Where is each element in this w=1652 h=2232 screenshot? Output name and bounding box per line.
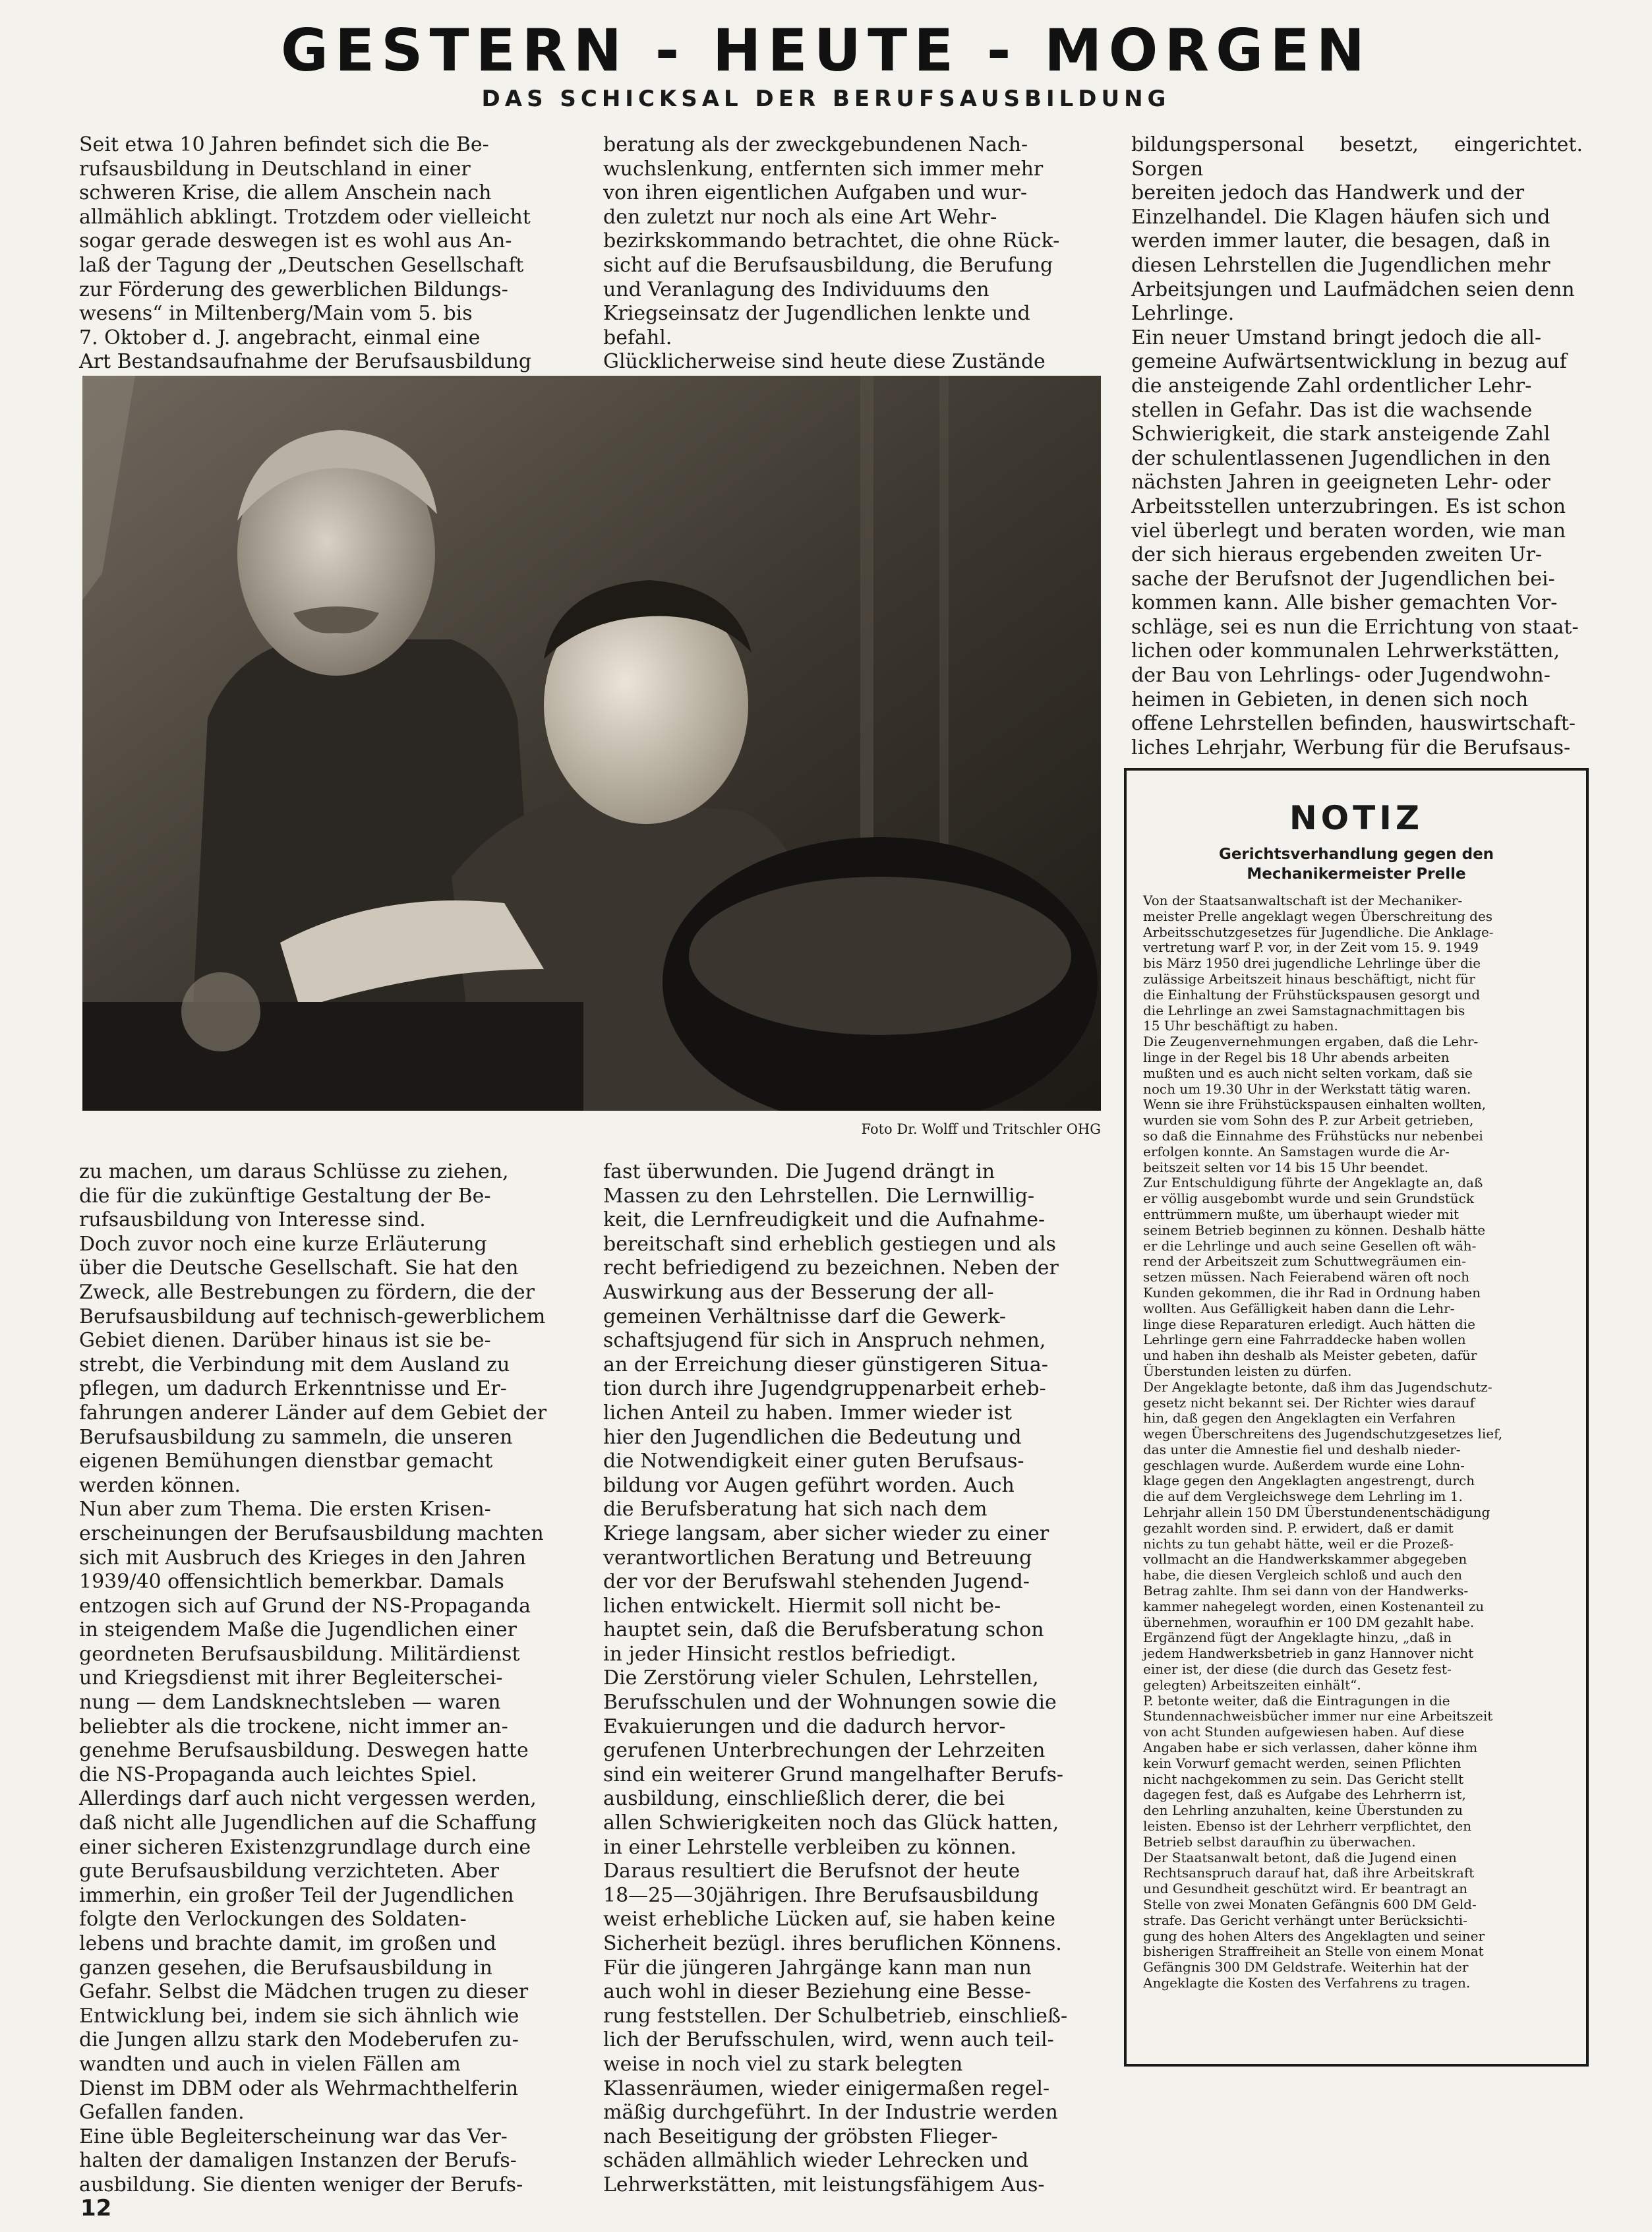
notiz-box — [1124, 768, 1589, 2067]
article-photo — [82, 376, 1101, 1111]
article-column-2-bottom — [603, 1160, 1102, 2198]
notiz-text: Von der Staatsanwaltschaft ist der Mechaniker- meister Prelle angeklagt wegen Überschreitung des Arbeitsschutzgesetzes für Jugendliche. Die Anklage- vertretung warf P. vor, in der Zeit vom 15. 9. 1949 bis März 1950 drei jugendliche Lehrlinge über die zulässige Arbeitszeit hinaus beschäftigt, nicht für die Einhaltung der Frühstückspausen gesorgt und die Lehrlinge an zwei Samstagnachmittagen bis 15 Uhr beschäftigt zu haben. Die Zeugenvernehmungen ergaben, daß die Lehr- linge in der Regel bis 18 Uhr abends arbeiten mußten und es auch nicht selten vorkam, daß sie noch um 19.30 Uhr in der Werkstatt tätig waren. Wenn sie ihre Frühstückspausen einhalten wollten, wurden sie vom Sohn des P. zur Arbeit getrieben, so daß die Einnahme des Frühstücks nur nebenbei erfolgen konnte. An Samstagen wurde die Ar- beitszeit selten vor 14 bis 15 Uhr beendet. Zur Entschuldigung führte der Angeklagte an, daß er völlig ausgebombt wurde und sein Grundstück enttrümmern mußte, um überhaupt wieder mit seinem Betrieb beginnen zu können. Deshalb hätte er die Lehrlinge und auch seine Gesellen oft wäh- rend der Arbeitszeit zum Schuttwegräumen ein- setzen müssen. Nach Feierabend wären oft noch Kunden gekommen, die ihr Rad in Ordnung haben wollten. Aus Gefälligkeit haben dann die Lehr- linge diese Reparaturen erledigt. Auch hätten die Lehrlinge gern eine Fahrraddecke haben wollen und haben ihn deshalb als Meister gebeten, dafür Überstunden leisten zu dürfen. Der Angeklagte betonte, daß ihm das Jugendschutz- gesetz nicht bekannt sei. Der Richter wies darauf hin, daß gegen den Angeklagten ein Verfahren wegen Überschreitens des Jugendschutzgesetzes lief, das unter die Amnestie fiel und deshalb nieder- geschlagen wurde. Außerdem wurde eine Lohn- klage gegen den Angeklagten angestrengt, durch die auf dem Vergleichswege dem Lehrling im 1. Lehrjahr allein 150 DM Überstundenentschädigung gezahlt worden sind. P. erwidert, daß er damit nichts zu tun gehabt hätte, weil er die Prozeß- vollmacht an die Handwerkskammer abgegeben habe, die diesen Vergleich schloß und auch den Betrag zahlte. Ihm sei dann von der Handwerks- kammer nahegelegt worden, einen Kostenanteil zu übernehmen, woraufhin er 100 DM gezahlt habe. Ergänzend fügt der Angeklagte hinzu, „daß in jedem Handwerksbetrieb in ganz Hannover nicht einer ist, der diese (die durch das Gesetz fest- gelegten) Arbeitszeiten einhält“. P. betonte weiter, daß die Eintragungen in die Stundennachweisbücher immer nur eine Arbeitszeit von acht Stunden aufgewiesen haben. Auf diese Angaben habe er sich verlassen, daher könne ihm kein Vorwurf gemacht werden, seinen Pflichten nicht nachgekommen zu sein. Das Gericht stellt dagegen fest, daß es Aufgabe des Lehrherrn ist, den Lehrling anzuhalten, keine Überstunden zu leisten. Ebenso ist der Lehrherr verpflichtet, den Betrieb selbst daraufhin zu überwachen. Der Staatsanwalt betont, daß die Jugend einen Rechtsanspruch darauf hat, daß ihre Arbeitskraft und Gesundheit geschützt wird. Er beantragt an Stelle von zwei Monaten Gefängnis 600 DM Geld- strafe. Das Gericht verhängt unter Berücksichti- gung des hohen Alters des Angeklagten und seiner bisherigen Straffreiheit an Stelle von einem Monat Gefängnis 300 DM Geldstrafe. Weiterhin hat der Angeklagte die Kosten des Verfahrens zu tragen. — [1143, 893, 1503, 1991]
notiz-body — [1143, 893, 1575, 1991]
article-text: zu machen, um daraus Schlüsse zu ziehen, die für die zukünftige Gestaltung der Be- rufsausbildung von Interesse sind. Doch zuvor noch eine kurze Erläuterung über die Deutsche Gesellschaft. Sie hat den Zweck, alle Bestrebungen zu fördern, die der Berufsausbildung auf technisch-gewerblichem Gebiet dienen. Darüber hinaus ist sie be- strebt, die Verbindung mit dem Ausland zu pflegen, um dadurch Erkenntnisse und Er- fahrungen anderer Länder auf dem Gebiet der Berufsausbildung zu sammeln, die unseren eigenen Bemühungen dienstbar gemacht werden können. Nun aber zum Thema. Die ersten Krisen- erscheinungen der Berufsausbildung machten sich mit Ausbruch des Krieges in den Jahren 1939/40 offensichtlich bemerkbar. Damals entzogen sich auf Grund der NS-Propaganda in steigendem Maße die Jugendlichen einer geordneten Berufsausbildung. Militärdienst und Kriegsdienst mit ihrer Begleiterschei- nung — dem Landsknechtsleben — waren beliebter als die trockene, nicht immer an- genehme Berufsausbildung. Deswegen hatte die NS-Propaganda auch leichtes Spiel. Allerdings darf auch nicht vergessen werden, daß nicht alle Jugendlichen auf die Schaffung einer sicheren Existenzgrundlage durch eine gute Berufsausbildung verzichteten. Aber immerhin, ein großer Teil der Jugendlichen folgte den Verlockungen des Soldaten- lebens und brachte damit, im großen und ganzen gesehen, die Berufsausbildung in Gefahr. Selbst die Mädchen trugen zu dieser Entwicklung bei, indem sie sich ähnlich wie die Jungen allzu stark den Modeberufen zu- wandten und auch in vielen Fällen am Dienst im DBM oder als Wehrmachthelferin Gefallen fanden. Eine üble Begleiterscheinung war das Ver- halten der damaligen Instanzen der Berufs- ausbildung. Sie dienten weniger der Berufs- — [79, 1160, 547, 2196]
page-number: 12 — [80, 2195, 112, 2221]
article-text: fast überwunden. Die Jugend drängt in Massen zu den Lehrstellen. Die Lernwillig- keit, die Lernfreudigkeit und die Aufnahme- bereitschaft sind erheblich gestiegen und als recht befriedigend zu bezeichnen. Neben der Auswirkung aus der Besserung der all- gemeinen Verhältnisse darf die Gewerk- schaftsjugend für sich in Anspruch nehmen, an der Erreichung dieser günstigeren Situa- tion durch ihre Jugendgruppenarbeit erheb- lichen Anteil zu haben. Immer wieder ist hier den Jugendlichen die Bedeutung und die Notwendigkeit einer guten Berufsaus- bildung vor Augen geführt worden. Auch die Berufsberatung hat sich nach dem Kriege langsam, aber sicher wieder zu einer verantwortlichen Beratung und Betreuung der vor der Berufswahl stehenden Jugend- lichen entwickelt. Hiermit soll nicht be- hauptet sein, daß die Berufsberatung schon in jeder Hinsicht restlos befriedigt. Die Zerstörung vieler Schulen, Lehrstellen, Berufsschulen und der Wohnungen sowie die Evakuierungen und die dadurch hervor- gerufenen Unterbrechungen der Lehrzeiten sind ein weiterer Grund mangelhafter Berufs- ausbildung, einschließlich derer, die bei allen Schwierigkeiten noch das Glück hatten, in einer Lehrstelle verbleiben zu können. Daraus resultiert die Berufsnot der heute 18—25—30jährigen. Ihre Berufsausbildung weist erhebliche Lücken auf, sie haben keine Sicherheit bezügl. ihres beruflichen Könnens. Für die jüngeren Jahrgänge kann man nun auch wohl in dieser Beziehung eine Besse- rung feststellen. Der Schulbetrieb, einschließ- lich der Berufsschulen, wird, wenn auch teil- weise in noch viel zu stark belegten Klassenräumen, wieder einigermaßen regel- mäßig durchgeführt. In der Industrie werden nach Beseitigung der gröbsten Flieger- schäden allmählich wieder Lehrecken und Lehrwerkstätten, mit leistungsfähigem Aus- — [603, 1160, 1068, 2196]
article-column-1-top — [79, 133, 578, 374]
article-text: Seit etwa 10 Jahren befindet sich die Be- rufsausbildung in Deutschland in einer schweren Krise, die allem Anschein nach allmählich abklingt. Trotzdem oder vielleicht sogar gerade deswegen ist es wohl aus An- laß der Tagung der „Deutschen Gesellschaft zur Förderung des gewerblichen Bildungs- wesens“ in Miltenberg/Main vom 5. bis 7. Oktober d. J. angebracht, einmal eine Art Bestandsaufnahme der Berufsausbildung — [79, 133, 532, 374]
article-column-2-top — [603, 133, 1102, 374]
notiz-subtitle: Gerichtsverhandlung gegen den Mechanikermeister Prelle — [1218, 846, 1494, 883]
subheadline: DAS SCHICKSAL DER BERUFSAUSBILDUNG — [481, 86, 1171, 112]
photo-credit: Foto Dr. Wolff und Tritschler OHG — [861, 1121, 1101, 1137]
article-column-3-top — [1131, 133, 1583, 760]
photo-illustration — [82, 376, 1101, 1111]
notiz-title: NOTIZ — [1289, 799, 1424, 837]
headline: GESTERN - HEUTE - MORGEN — [280, 16, 1372, 84]
article-text: beratung als der zweckgebundenen Nach- wuchslenkung, entfernten sich immer mehr von ihren eigentlichen Aufgaben und wur- den zuletzt nur noch als eine Art Wehr- bezirkskommando betrachtet, die ohne Rück- sicht auf die Berufsausbildung, die Berufung und Veranlagung des Individuums den Kriegseinsatz der Jugendlichen lenkte und befahl. Glücklicherweise sind heute diese Zustände — [603, 133, 1060, 374]
article-column-1-bottom — [79, 1160, 578, 2198]
article-text: bildungspersonal besetzt, eingerichtet. Sorgen bereiten jedoch das Handwerk und der Einzelhandel. Die Klagen häufen sich und werden immer lauter, die besagen, daß in diesen Lehrstellen die Jugendlichen mehr Arbeitsjungen und Laufmädchen seien denn Lehrlinge. Ein neuer Umstand bringt jedoch die all- gemeine Aufwärtsentwicklung in bezug auf die ansteigende Zahl ordentlicher Lehr- stellen in Gefahr. Das ist die wachsende Schwierigkeit, die stark ansteigende Zahl der schulentlassenen Jugendlichen in den nächsten Jahren in geeigneten Lehr- oder Arbeitsstellen unterzubringen. Es ist schon viel überlegt und beraten worden, wie man der sich hieraus ergebenden zweiten Ur- sache der Berufsnot der Jugendlichen bei- kommen kann. Alle bisher gemachten Vor- schläge, sei es nun die Errichtung von staat- lichen oder kommunalen Lehrwerkstätten, der Bau von Lehrlings- oder Jugendwohn- heimen in Gebieten, in denen sich noch offene Lehrstellen befinden, hauswirtschaft- liches Lehrjahr, Werbung für die Berufsaus- — [1131, 133, 1583, 759]
